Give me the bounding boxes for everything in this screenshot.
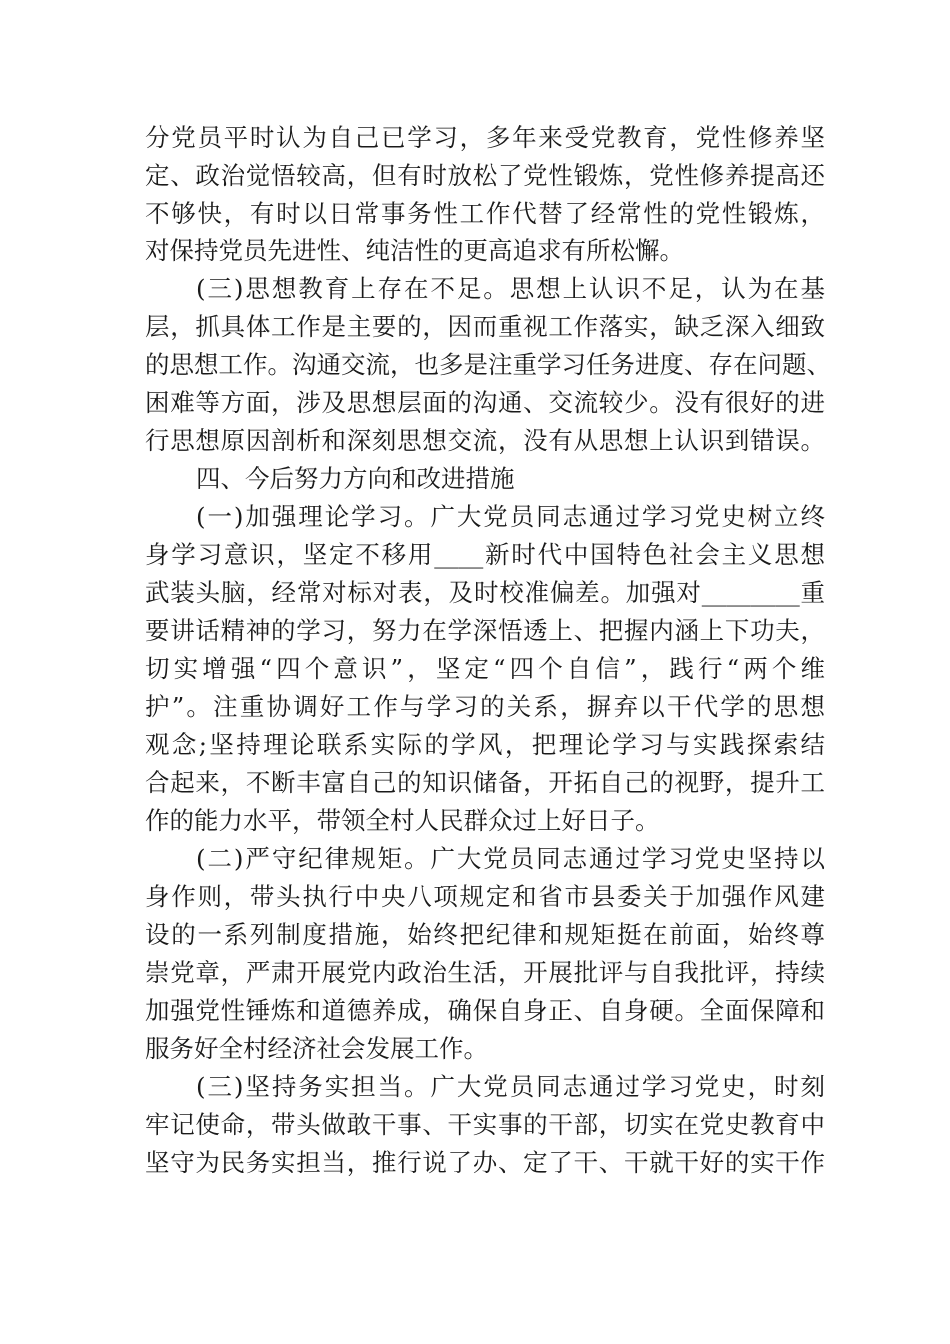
text-line: 不够快，有时以日常事务性工作代替了经常性的党性锻炼， [145, 199, 825, 228]
text-line: 对保持党员先进性、纯洁性的更高追求有所松懈。 [145, 236, 684, 265]
text-line: 设的一系列制度措施，始终把纪律和规矩挺在前面，始终尊 [145, 920, 825, 949]
text-line: 切实增强“四个意识”，坚定“四个自信”，践行“两个维 [145, 654, 825, 683]
text-line: 崇党章，严肃开展党内政治生活，开展批评与自我批评，持续 [145, 958, 825, 987]
text-line: 分党员平时认为自己已学习，多年来受党教育，党性修养坚 [145, 123, 825, 152]
text-line: 身学习意识，坚定不移用____新时代中国特色社会主义思想 [145, 540, 825, 569]
text-line: 层，抓具体工作是主要的，因而重视工作落实，缺乏深入细致 [145, 312, 825, 341]
text-line: 的思想工作。沟通交流，也多是注重学习任务进度、存在问题、 [145, 350, 831, 379]
text-line: 身作则，带头执行中央八项规定和省市县委关于加强作风建 [145, 882, 825, 911]
text-line: 服务好全村经济社会发展工作。 [145, 1034, 488, 1063]
text-line: (一)加强理论学习。广大党员同志通过学习党史树立终 [196, 502, 825, 531]
section-heading: 四、今后努力方向和改进措施 [196, 464, 515, 493]
text-line: 武装头脑，经常对标对表，及时校准偏差。加强对________重 [145, 578, 825, 607]
text-line: (二)严守纪律规矩。广大党员同志通过学习党史坚持以 [196, 844, 825, 873]
text-line: 牢记使命，带头做敢干事、干实事的干部，切实在党史教育中 [145, 1110, 825, 1139]
text-line: 困难等方面，涉及思想层面的沟通、交流较少。没有很好的进 [145, 388, 825, 417]
text-line: 定、政治觉悟较高，但有时放松了党性锻炼，党性修养提高还 [145, 161, 825, 190]
text-line: 护”。注重协调好工作与学习的关系，摒弃以干代学的思想 [145, 692, 825, 721]
text-line: 要讲话精神的学习，努力在学深悟透上、把握内涵上下功夫， [145, 616, 825, 645]
text-line: (三)坚持务实担当。广大党员同志通过学习党史，时刻 [196, 1072, 825, 1101]
text-line: 加强党性锤炼和道德养成，确保自身正、自身硬。全面保障和 [145, 996, 825, 1025]
text-line: 坚守为民务实担当，推行说了办、定了干、干就干好的实干作 [145, 1148, 825, 1177]
text-line: 行思想原因剖析和深刻思想交流，没有从思想上认识到错误。 [145, 426, 825, 455]
text-line: 合起来，不断丰富自己的知识储备，开拓自己的视野，提升工 [145, 768, 825, 797]
text-line: (三)思想教育上存在不足。思想上认识不足，认为在基 [196, 274, 825, 303]
text-line: 观念;坚持理论联系实际的学风，把理论学习与实践探索结 [145, 730, 825, 759]
text-line: 作的能力水平，带领全村人民群众过上好日子。 [145, 806, 660, 835]
